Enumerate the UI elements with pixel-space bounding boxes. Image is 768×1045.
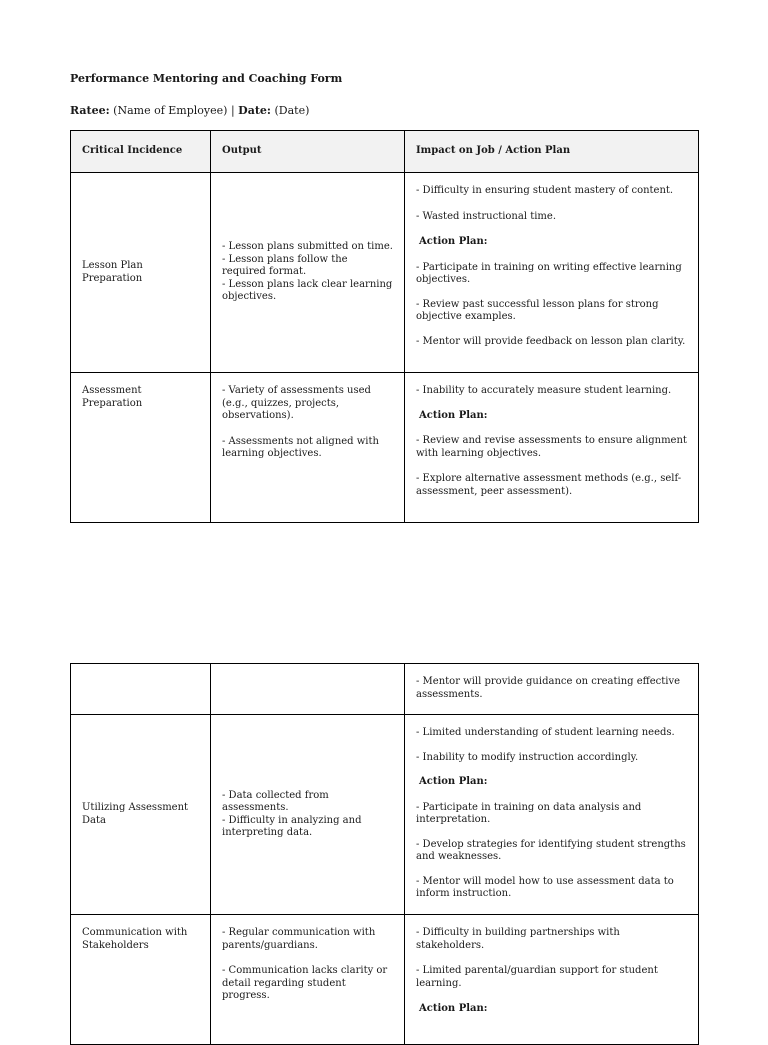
output-cell-empty — [211, 664, 405, 715]
output-line: - Lesson plans lack clear learning objectives. — [222, 278, 393, 303]
table-row — [71, 373, 699, 523]
incidence-cell: Communication with Stakeholders — [71, 915, 211, 1045]
impact-cell — [405, 715, 699, 915]
ratee-value: (Name of Employee) — [113, 104, 228, 117]
output-line: - Lesson plans submitted on time. — [222, 241, 393, 253]
action-plan-label: Action Plan: — [419, 776, 488, 787]
table-row-continued — [71, 664, 699, 715]
impact-line: - Limited parental/guardian support for student learning. — [416, 965, 658, 989]
table-row — [71, 915, 699, 1045]
table-row — [71, 715, 699, 915]
incidence-cell-empty — [71, 664, 211, 715]
impact-cell: - Mentor will provide guidance on creating effective assessments. — [405, 664, 699, 715]
impact-line: - Wasted instructional time. — [416, 210, 556, 222]
output-line: - Lesson plans follow the required format. — [222, 253, 348, 278]
coaching-table-page2 — [70, 663, 699, 1045]
separator: | — [230, 104, 235, 117]
date-value: (Date) — [274, 104, 310, 117]
header-critical-incidence: Critical Incidence — [71, 131, 211, 173]
action-plan-label: Action Plan: — [419, 236, 488, 247]
action-plan-label: Action Plan: — [419, 1003, 488, 1014]
impact-cell — [405, 173, 699, 373]
incidence-cell: Assessment Preparation — [71, 373, 211, 523]
action-line: - Review and revise assessments to ensure alignment with learning objectives. — [416, 435, 687, 459]
header-output: Output — [211, 131, 405, 173]
action-line: - Review past successful lesson plans for strong objective examples. — [416, 298, 659, 322]
output-cell — [211, 373, 405, 523]
incidence-cell: Lesson Plan Preparation — [71, 173, 211, 373]
table-row — [71, 173, 699, 373]
impact-line: - Difficulty in building partnerships with stakeholders. — [416, 927, 620, 951]
incidence-cell: Utilizing Assessment Data — [71, 715, 211, 915]
impact-line: - Limited understanding of student learning needs. — [416, 727, 675, 738]
form-title: Performance Mentoring and Coaching Form — [70, 72, 343, 85]
action-line: - Participate in training on data analysis and interpretation. — [416, 801, 642, 825]
table-header-row — [71, 131, 699, 173]
output-line: - Data collected from assessments. — [222, 789, 329, 813]
action-line: - Mentor will model how to use assessment data to inform instruction. — [416, 875, 674, 899]
action-line: - Mentor will provide feedback on lesson plan clarity. — [416, 335, 686, 347]
date-label: Date: — [238, 104, 271, 117]
output-line: - Assessments not aligned with learning objectives. — [222, 435, 379, 459]
impact-line: - Inability to modify instruction accordingly. — [416, 751, 639, 763]
ratee-label: Ratee: — [70, 104, 110, 117]
action-plan-label: Action Plan: — [419, 409, 488, 421]
ratee-date-line — [70, 104, 309, 117]
impact-line: - Inability to accurately measure student learning. — [416, 385, 672, 396]
output-line: - Regular communication with parents/guardians. — [222, 927, 376, 951]
impact-cell — [405, 915, 699, 1045]
output-cell — [211, 173, 405, 373]
impact-cell — [405, 373, 699, 523]
output-line: - Difficulty in analyzing and interpreting data. — [222, 814, 362, 838]
action-line: - Explore alternative assessment methods (e.g., self-assessment, peer assessment). — [416, 473, 682, 497]
output-cell — [211, 715, 405, 915]
output-line: - Communication lacks clarity or detail regarding student progress. — [222, 965, 388, 1001]
coaching-table-page1 — [70, 130, 699, 523]
action-line: - Develop strategies for identifying student strengths and weaknesses. — [416, 838, 686, 862]
output-line: - Variety of assessments used (e.g., quizzes, projects, observations). — [222, 385, 371, 421]
impact-line: - Difficulty in ensuring student mastery of content. — [416, 185, 674, 196]
action-line: - Participate in training on writing effective learning objectives. — [416, 261, 682, 285]
output-cell — [211, 915, 405, 1045]
header-impact-action-plan: Impact on Job / Action Plan — [405, 131, 699, 173]
